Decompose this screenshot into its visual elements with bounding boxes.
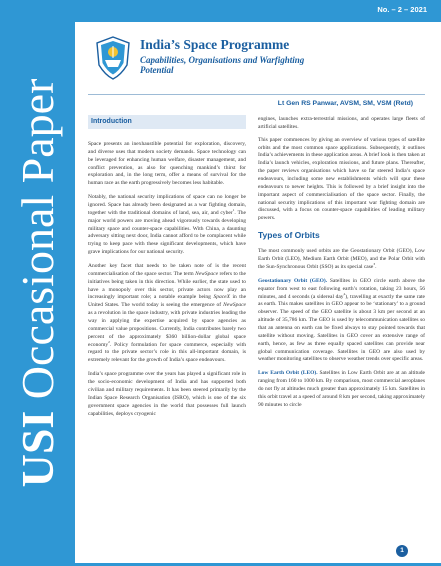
leo-lead: Low Earth Orbit (LEO).	[258, 370, 318, 377]
geo-text: Satellites in GEO circle earth above the equator from west to east following earth’s rotation, taking 23 hours, 56 minutes, and 4 seconds (a sidereal day	[258, 277, 425, 300]
intro-p3-a: Another key facet that needs to be taken note of is the recent commercialisation of the space sector. The term	[88, 263, 246, 277]
paper-subtitle: Capabilities, Organisations and Warfighting Potential	[140, 55, 305, 76]
series-usi: USI	[11, 410, 63, 488]
page-number: 1	[396, 545, 408, 557]
spacex-term: SpaceX	[213, 294, 230, 301]
introduction-heading: Introduction	[88, 115, 246, 129]
series-title	[11, 78, 63, 488]
orbits-end: .	[375, 264, 377, 271]
leo-text: Satellites in Low Earth Orbit are at an altitude ranging from 160 to 1000 km. By comparison, most commercial aeroplanes do not fly at altitudes much greater than approximately 15 km. Satellites in this orbit travel at a speed of around 8 km per second, taking approximately 90 minutes to circle	[258, 370, 425, 408]
leo-paragraph	[258, 370, 425, 409]
intro-p2-rest: . The major world powers are moving ahead vigorously towards developing military space and counter-space capabilities. With China, a daunting adversary sitting next door, India cannot afford to be complacent while trying to keep pace with these significant developments, which have grave implications for our national security.	[88, 209, 246, 256]
series-sidebar	[0, 0, 75, 566]
newspace-term-2: NewSpace	[223, 302, 246, 309]
right-column	[258, 116, 425, 416]
intro-paragraph-1: Space presents an inexhaustible potential for exploration, discovery, and diverse uses that modern society demands. Space technology can be leveraged for enhancing human welfare, disaster management, and conflict prevention, as also for quenching mankind’s thirst for exploration and, in the long term, offer a means of survival for the human race as the earth progressively becomes less habitable.	[88, 141, 246, 187]
orbits-text: The most commonly used orbits are the Geostationary Orbit (GEO), Low Earth Orbit (LEO), Medium Earth Orbit (MEO), and the Polar Orbit with the Sun-Synchronous Orbit (SSO) as its special case	[258, 248, 425, 271]
geo-lead: Geostationary Orbit (GEO).	[258, 277, 328, 284]
footnote-ref-1[interactable]: 1	[232, 208, 235, 213]
intro-p3-b: refers to the initiatives being taken in this direction. While earlier, the state used to have a monopoly over this sector, private actors now play an increasingly important role; a notable example being	[88, 270, 246, 301]
intro-p3-c: in the United States. The world today is seeing the emergence of	[88, 294, 247, 309]
author-line: Lt Gen RS Panwar, AVSM, SM, VSM (Retd)	[277, 100, 413, 107]
series-rest: Occasional Paper	[11, 78, 63, 411]
footnote-ref-4[interactable]: 4	[343, 291, 346, 296]
newspace-term: NewSpace	[195, 270, 219, 277]
paper-title: India’s Space Programme	[140, 37, 290, 52]
footnote-ref-2[interactable]: 2	[108, 339, 110, 344]
geo-paragraph	[258, 278, 425, 364]
top-bar	[75, 0, 441, 22]
footnote-ref-3[interactable]: 3	[373, 262, 376, 267]
intro-paragraph-2	[88, 194, 246, 257]
intro-paragraph-4: India’s space programme over the years has played a significant role in the socio-economic development of India and has supported both civilian and military requirements. It has been steered primarily by the Indian Space Research Organisation (ISRO), which is one of the six government space agencies in the world that possesses full launch capabilities, deploys cryogenic	[88, 371, 246, 417]
types-of-orbits-heading: Types of Orbits	[258, 230, 320, 241]
continued-paragraph: engines, launches extra-terrestrial missions, and operates large fleets of artificial satellites.	[258, 116, 425, 130]
overview-paragraph: This paper commences by giving an overview of various types of satellite orbits and the most common space applications. Subsequently, it outlines India’s achievements in these application areas. A brief look is then taken at India’s launch vehicles, exploration missions, and future plans. Thereafter, the paper reviews organisations which have so far steered India’s space endeavours, including some new establishments which will spur these endeavours to newer heights. This is followed by a brief insight into the important aspect of commercialisation of the space sector. Finally, the national security implications of this important war fighting domain are discussed, with a focus on counter-space capabilities of leading military powers.	[258, 136, 425, 222]
header-divider	[88, 94, 425, 95]
intro-p3-d: as a revolution in the space industry, with private industries leading the way in applying the expertise acquired by space agencies as commercial value propositions. Currently, India contributes barely two percent of the approximately $360 billion-dollar global space economy	[88, 310, 246, 348]
issue-number: No. – 2 – 2021	[377, 5, 427, 14]
orbits-paragraph	[258, 248, 425, 272]
left-column	[88, 115, 246, 424]
intro-paragraph-3	[88, 263, 246, 365]
usi-crest-logo	[94, 35, 132, 81]
intro-p2-text: Notably, the national security implications of space can no longer be ignored. Space has already been designated as a war fighting domain, together with the traditional domains of land, sea, air, and cyber	[88, 194, 246, 216]
intro-p3-e: . Policy formulation for space commerce, especially with regard to the private sector’s role in this all-important domain, is extremely relevant for the growth of India’s space endeavours.	[88, 341, 246, 364]
geo-text-2: ), travelling at exactly the same rate as earth. This makes satellites in GEO appear to be ‘stationary’ to a ground observer. The speed of the GEO satellite is about 3 km per second at an altitude of 35,786 km. The GEO is used by telecommunication satellites so that an antenna on earth can be fixed always to stay pointed towards that satellite without moving. Satellites in GEO cover an extensive range of earth, hence, as few as three equally spaced satellites can provide near global communication coverage. Satellites in GEO are also used by weather monitoring satellites to observe weather trends over specific areas.	[258, 293, 425, 363]
